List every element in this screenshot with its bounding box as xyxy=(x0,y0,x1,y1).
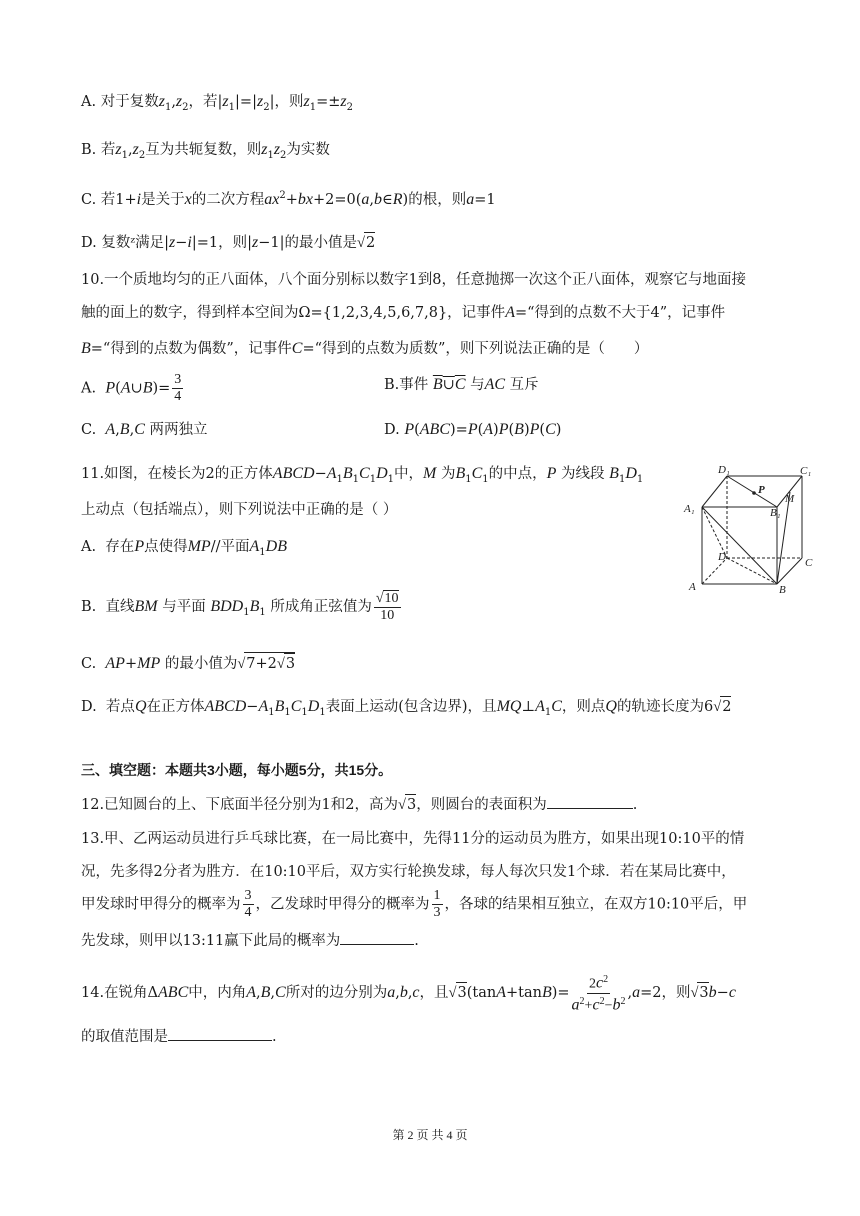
label-a1: A₁ xyxy=(684,503,695,515)
q9-option-a: A. 对于复数$z_1,z_2$，若$|z_1|=|z_2|$，则$z_1=\pm z_2$ xyxy=(81,93,353,113)
q10-stem-line-1: 10.一个质地均匀的正八面体，八个面分别标以数字1到8，任意抛掷一次这个正八面体，观察它与地面接 xyxy=(81,272,747,288)
label-c: C xyxy=(805,557,813,569)
section-3-heading: 三、填空题：本题共3小题，每小题5分，共15分。 xyxy=(81,762,393,778)
q10-stem-line-3: B=“得到的点数为偶数”，记事件C=“得到的点数为质数”，则下列说法正确的是（ ） xyxy=(81,340,649,357)
q10-option-c: C. A,B,C 两两独立 xyxy=(81,421,208,438)
q13-line-1: 13.甲、乙两运动员进行乒乓球比赛，在一局比赛中，先得11分的运动员为胜方，如果出现10:10平的情 xyxy=(81,831,745,847)
q13-line-3: 甲发球时甲得分的概率为 $\frac{3}{4}$ ，乙发球时甲得分的概率为 $\frac{1}{3}$ ，各球的结果相互独立，在双方10:10平后，甲 xyxy=(81,888,748,920)
q13-line-4: 先发球，则甲以13:11赢下此局的概率为 . xyxy=(81,930,419,951)
q11-option-c: C. AP+MP 的最小值为√7+2√3 xyxy=(81,652,295,674)
q9-option-d: D. 复数ᶻ满足|z−i|=1，则|z−1|的最小值是√2 xyxy=(81,234,376,251)
q11-option-d: D. 若点Q在正方体$ABCD-A_1B_1C_1D_1$表面上运动(包含边界)，且$MQ\perp A_1C$，则点Q的轨迹长度为6√2 xyxy=(81,698,732,718)
q9-option-b: B. 若$z_1,z_2$互为共轭复数，则$z_1z_2$为实数 xyxy=(81,141,330,161)
q10-stem-line-2: 触的面上的数字，得到样本空间为Ω={1,2,3,4,5,6,7,8}，记事件A=“得到的点数不大于4”，记事件 xyxy=(81,304,726,321)
label-b: B xyxy=(779,584,786,594)
q11-option-b: B. 直线BM 与平面 $BDD_1B_1$ 所成角正弦值为 $\frac{√10}{10}$ xyxy=(81,591,399,623)
label-a: A xyxy=(689,581,696,593)
page-footer: 第 2 页 共 4 页 xyxy=(392,1128,468,1142)
q14-line-1: 14.在锐角ΔABC中，内角A,B,C所对的边分别为a,b,c，且√3(tanA+tanB)= $\frac{2c^2}{a^2+c^2-b^2}$ ,a=2，则√3b−c xyxy=(81,974,736,1014)
label-m: M xyxy=(785,493,795,505)
label-c1: C₁ xyxy=(800,465,812,477)
q10-option-b: B.事件 B∪C 与AC 互斥 xyxy=(384,376,539,393)
cube-figure xyxy=(682,462,816,594)
q12: 12.已知圆台的上、下底面半径分别为1和2，高为√3，则圆台的表面积为 . xyxy=(81,794,637,815)
q11-option-a: A. 存在P点使得MP//平面$A_1DB$ xyxy=(81,538,287,558)
label-p: P xyxy=(758,484,765,496)
q9-option-c: C. 若1+i是关于x的二次方程$ax^2+bx+2=0(a,b\in R)$的根，则a=1 xyxy=(81,190,496,208)
label-b1: B₁ xyxy=(770,507,781,519)
q11-stem-line-1: 11.如图，在棱长为2的正方体$ABCD-A_1B_1C_1D_1$中，M 为$B_1C_1$的中点，P 为线段 $B_1D_1$ xyxy=(81,465,644,485)
q10-option-a: A. P(A∪B)= $\frac{3}{4}$ xyxy=(81,372,182,404)
q13-line-2: 况，先多得2分者为胜方．在10:10平后，双方实行轮换发球，每人每次只发1个球．若在某局比赛中， xyxy=(81,864,736,880)
label-d: D xyxy=(718,551,726,563)
q11-stem-line-2: 上动点（包括端点），则下列说法中正确的是（ ） xyxy=(81,502,398,518)
q10-option-d: D. P(ABC)=P(A)P(B)P(C) xyxy=(384,421,562,438)
label-d1: D₁ xyxy=(718,464,730,476)
q14-line-2: 的取值范围是 . xyxy=(81,1026,277,1047)
